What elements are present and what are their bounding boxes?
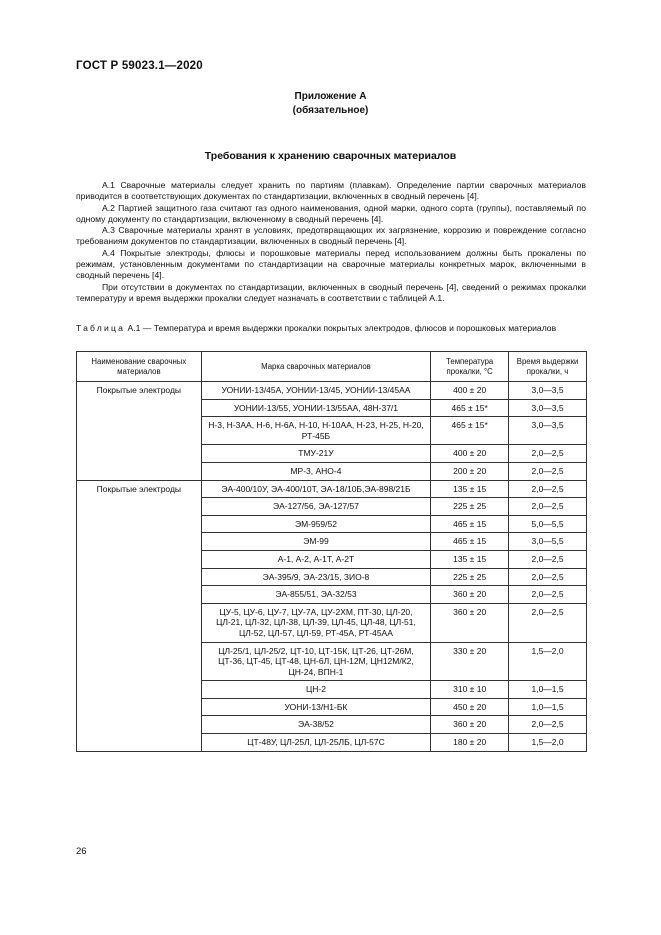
hold-time-cell: 2,0—2,5 xyxy=(509,568,587,586)
paragraph: А.1 Сварочные материалы следует хранить по партиям (плавкам). Определение партии сварочных материалов приводится в соответствующих документах по стандартизации, включенных в сводный перечень [4]. xyxy=(76,180,586,202)
table-row xyxy=(77,462,587,480)
material-name-cell xyxy=(77,734,202,752)
grade-cell: ТМУ-21У xyxy=(201,445,430,463)
temperature-cell: 135 ± 15 xyxy=(431,550,509,568)
hold-time-cell: 3,0—5,5 xyxy=(509,533,587,551)
material-name-cell xyxy=(77,515,202,533)
material-name-cell xyxy=(77,533,202,551)
hold-time-cell: 2,0—2,5 xyxy=(509,498,587,516)
grade-cell: УОНИИ-13/55, УОНИИ-13/55АА, 48Н-37/1 xyxy=(201,399,430,417)
column-header: Температура прокалки, °С xyxy=(431,352,509,382)
table-row xyxy=(77,586,587,604)
table-row xyxy=(77,498,587,516)
table-caption-label: Таблица xyxy=(76,323,126,333)
temperature-cell: 465 ± 15 xyxy=(431,515,509,533)
grade-cell: ЭА-38/52 xyxy=(201,716,430,734)
hold-time-cell: 2,0—2,5 xyxy=(509,603,587,642)
table-row xyxy=(77,445,587,463)
hold-time-cell: 5,0—5,5 xyxy=(509,515,587,533)
hold-time-cell: 2,0—2,5 xyxy=(509,716,587,734)
table-row xyxy=(77,533,587,551)
table-row xyxy=(77,698,587,716)
material-name-cell xyxy=(77,445,202,463)
temperature-cell: 180 ± 20 xyxy=(431,734,509,752)
grade-cell: ЭМ-959/52 xyxy=(201,515,430,533)
table-caption-text: А.1 — Температура и время выдержки прокалки покрытых электродов, флюсов и порошковых материалов xyxy=(125,323,557,333)
material-name-cell xyxy=(77,681,202,699)
grade-cell: ЭА-127/56, ЭА-127/57 xyxy=(201,498,430,516)
hold-time-cell: 2,0—2,5 xyxy=(509,445,587,463)
grade-cell: ЦУ-5, ЦУ-6, ЦУ-7, ЦУ-7А, ЦУ-2ХМ, ПТ-30, ЦЛ-20, ЦЛ-21, ЦЛ-32, ЦЛ-38, ЦЛ-39, ЦЛ-45, ЦЛ-48, ЦЛ-51, ЦЛ-52, ЦЛ-57, ЦЛ-59, РТ-45А, РТ-45АА xyxy=(201,603,430,642)
table-row xyxy=(77,716,587,734)
hold-time-cell: 2,0—2,5 xyxy=(509,550,587,568)
table-row xyxy=(77,568,587,586)
table-row xyxy=(77,417,587,445)
hold-time-cell: 1,5—2,0 xyxy=(509,734,587,752)
temperature-cell: 400 ± 20 xyxy=(431,445,509,463)
material-name-cell xyxy=(77,603,202,642)
table-row xyxy=(77,550,587,568)
material-name-cell: Покрытые электроды xyxy=(77,480,202,498)
standard-header: ГОСТ Р 59023.1—2020 xyxy=(76,60,203,72)
column-header: Марка сварочных материалов xyxy=(201,352,430,382)
grade-cell: ЭА-395/9, ЭА-23/15, ЗИО-8 xyxy=(201,568,430,586)
temperature-cell: 360 ± 20 xyxy=(431,716,509,734)
paragraph: А.2 Партией защитного газа считают газ одного наименования, одной марки, одного сорта (группы), поставляемый по одному документу по стандартизации, включенному в сводный перечень [4]. xyxy=(76,202,586,224)
temperature-cell: 310 ± 10 xyxy=(431,681,509,699)
temperature-cell: 465 ± 15 xyxy=(431,533,509,551)
section-title: Требования к хранению сварочных материалов xyxy=(204,150,457,162)
table-body xyxy=(77,382,587,752)
grade-cell: УОНИ-13/Н1-БК xyxy=(201,698,430,716)
temperature-cell: 330 ± 20 xyxy=(431,642,509,681)
table-row xyxy=(77,681,587,699)
grade-cell: Н-3, Н-3АА, Н-6, Н-6А, Н-10, Н-10АА, Н-23, Н-25, Н-20, РТ-45Б xyxy=(201,417,430,445)
temperature-cell: 225 ± 25 xyxy=(431,498,509,516)
column-header: Время выдержки прокалки, ч xyxy=(509,352,587,382)
table-caption xyxy=(76,323,586,334)
table-row xyxy=(77,480,587,498)
table-row xyxy=(77,603,587,642)
material-name-cell xyxy=(77,698,202,716)
grade-cell: ЭА-400/10У, ЭА-400/10Т, ЭА-18/10Б,ЭА-898/21Б xyxy=(201,480,430,498)
grade-cell: ЦТ-48У, ЦЛ-25Л, ЦЛ-25ЛБ, ЦЛ-57С xyxy=(201,734,430,752)
paragraph: А.3 Сварочные материалы хранят в условиях, предотвращающих их загрязнение, коррозию и повреждение согласно требованиям документов по стандартизации, включенных в сводный перечень [4]. xyxy=(76,225,586,247)
hold-time-cell: 2,0—2,5 xyxy=(509,480,587,498)
column-header: Наименование сварочных материалов xyxy=(77,352,202,382)
table-row xyxy=(77,734,587,752)
hold-time-cell: 3,0—3,5 xyxy=(509,399,587,417)
table-row xyxy=(77,642,587,681)
material-name-cell xyxy=(77,568,202,586)
material-name-cell xyxy=(77,586,202,604)
hold-time-cell: 2,0—2,5 xyxy=(509,462,587,480)
hold-time-cell: 3,0—3,5 xyxy=(509,417,587,445)
prokalka-table xyxy=(76,351,587,752)
temperature-cell: 360 ± 20 xyxy=(431,586,509,604)
material-name-cell xyxy=(77,498,202,516)
grade-cell: А-1, А-2, А-1Т, А-2Т xyxy=(201,550,430,568)
hold-time-cell: 2,0—2,5 xyxy=(509,586,587,604)
paragraph: При отсутствии в документах по стандартизации, включенных в сводный перечень [4], сведений о режимах прокалки температуру и время выдержки прокалки следует назначать в соответствии с таблицей А.1. xyxy=(76,281,586,303)
paragraph: А.4 Покрытые электроды, флюсы и порошковые материалы перед использованием должны быть прокалены по режимам, установленным документами по стандартизации на сварочные материалы конкретных марок, включенными в сводный перечень [4]. xyxy=(76,247,586,281)
material-name-cell xyxy=(77,642,202,681)
grade-cell: ЭА-855/51, ЭА-32/53 xyxy=(201,586,430,604)
table-header-row xyxy=(77,352,587,382)
material-name-cell xyxy=(77,399,202,417)
grade-cell: МР-3, АНО-4 xyxy=(201,462,430,480)
table-row xyxy=(77,382,587,400)
grade-cell: ЦН-2 xyxy=(201,681,430,699)
table-row xyxy=(77,515,587,533)
hold-time-cell: 3,0—3,5 xyxy=(509,382,587,400)
material-name-cell xyxy=(77,417,202,445)
temperature-cell: 225 ± 25 xyxy=(431,568,509,586)
temperature-cell: 400 ± 20 xyxy=(431,382,509,400)
temperature-cell: 465 ± 15* xyxy=(431,399,509,417)
temperature-cell: 465 ± 15* xyxy=(431,417,509,445)
material-name-cell xyxy=(77,462,202,480)
grade-cell: УОНИИ-13/45А, УОНИИ-13/45, УОНИИ-13/45АА xyxy=(201,382,430,400)
temperature-cell: 135 ± 15 xyxy=(431,480,509,498)
annex-title: Приложение А xyxy=(294,91,367,102)
grade-cell: ЦЛ-25/1, ЦЛ-25/2, ЦТ-10, ЦТ-15К, ЦТ-26, ЦТ-26М, ЦТ-36, ЦТ-45, ЦТ-48, ЦН-6Л, ЦН-12М, ЦН12М/К2, ЦН-24, ВПН-1 xyxy=(201,642,430,681)
temperature-cell: 200 ± 20 xyxy=(431,462,509,480)
hold-time-cell: 1,5—2,0 xyxy=(509,642,587,681)
material-name-cell xyxy=(77,550,202,568)
material-name-cell: Покрытые электроды xyxy=(77,382,202,400)
temperature-cell: 450 ± 20 xyxy=(431,698,509,716)
hold-time-cell: 1,0—1,5 xyxy=(509,681,587,699)
page-number: 26 xyxy=(76,846,87,857)
table-row xyxy=(77,399,587,417)
material-name-cell xyxy=(77,716,202,734)
temperature-cell: 360 ± 20 xyxy=(431,603,509,642)
annex-status: (обязательное) xyxy=(292,105,369,116)
hold-time-cell: 1,0—1,5 xyxy=(509,698,587,716)
grade-cell: ЭМ-99 xyxy=(201,533,430,551)
body-text xyxy=(76,180,586,304)
